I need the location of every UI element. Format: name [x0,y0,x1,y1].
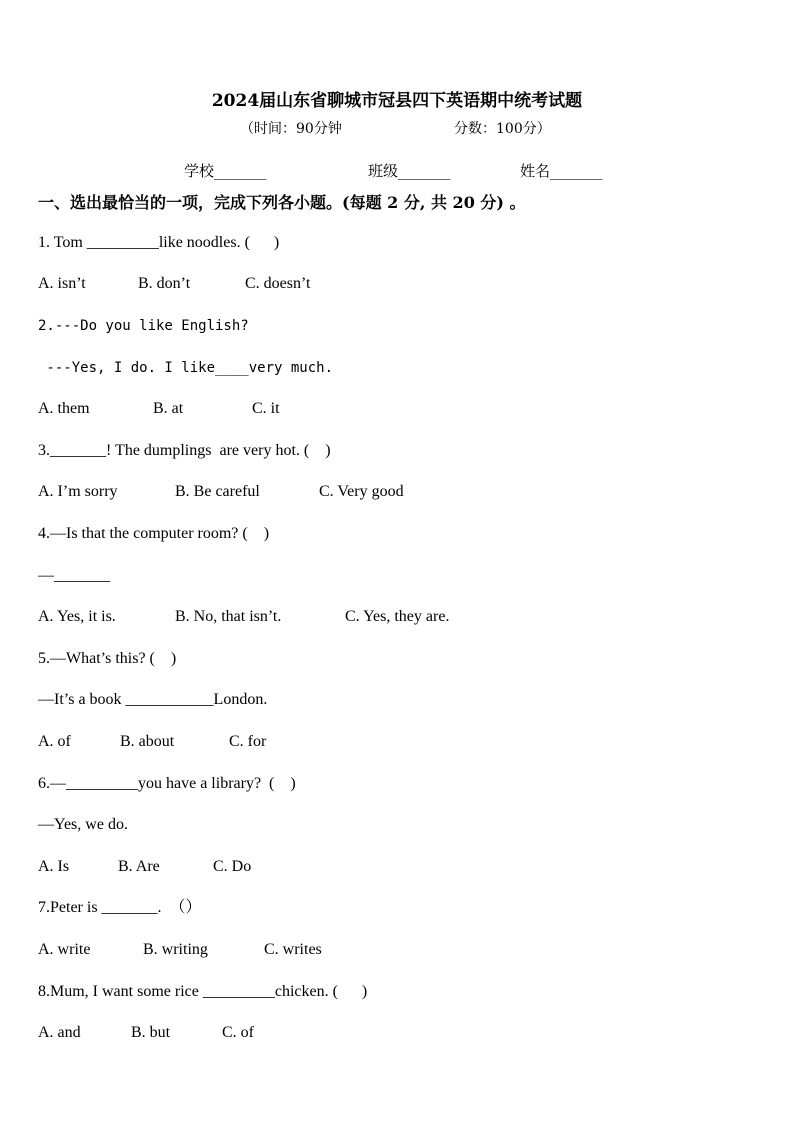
question-answer-line: ---Yes, I do. I like____very much. [38,360,334,376]
question-stem: 7.Peter is _______. （） [38,899,202,916]
option-b: B. about [120,733,175,750]
option-a: A. of [38,733,71,750]
option-b: B. Be careful [175,483,260,500]
option-a: A. write [38,941,91,958]
name-field: 姓名_______ [520,162,603,180]
option-b: B. but [131,1024,171,1041]
question-stem: 4.—Is that the computer room? ( ) [38,525,270,542]
option-a: A. and [38,1024,81,1041]
option-c: C. doesn’t [245,275,311,292]
question-answer-line: —_______ [38,567,110,584]
question-answer-line: —Yes, we do. [38,816,128,833]
option-a: A. I’m sorry [38,483,118,500]
question-stem: 3._______! The dumplings are very hot. ( ) [38,442,331,459]
option-b: B. No, that isn’t. [175,608,282,625]
option-c: C. Yes, they are. [345,608,450,625]
option-a: A. Is [38,858,70,875]
school-field: 学校_______ [184,162,267,180]
exam-score: 分数：100分） [454,121,551,137]
option-b: B. don’t [138,275,191,292]
question-stem: 8.Mum, I want some rice _________chicken. ( ) [38,983,368,1000]
question-stem: 5.—What’s this? ( ) [38,650,177,667]
option-c: C. Very good [319,483,404,500]
option-a: A. them [38,400,90,417]
question-stem: 6.—_________you have a library? ( ) [38,775,296,792]
section-heading: 一、选出最恰当的一项，完成下列各小题。(每题 2 分, 共 20 分) 。 [38,193,526,212]
exam-title: 2024届山东省聊城市冠县四下英语期中统考试题 [211,91,583,111]
option-c: C. for [229,733,267,750]
option-c: C. writes [264,941,322,958]
option-a: A. Yes, it is. [38,608,116,625]
option-a: A. isn’t [38,275,86,292]
exam-time: （时间：90分钟 [240,121,342,137]
question-stem: 1. Tom _________like noodles. ( ) [38,234,280,251]
class-field: 班级_______ [368,162,451,180]
question-answer-line: —It’s a book ___________London. [38,691,268,708]
option-c: C. of [222,1024,254,1041]
option-b: B. writing [143,941,208,958]
option-c: C. Do [213,858,252,875]
option-b: B. Are [118,858,160,875]
question-stem: 2.---Do you like English? [38,318,249,334]
option-b: B. at [153,400,184,417]
option-c: C. it [252,400,280,417]
